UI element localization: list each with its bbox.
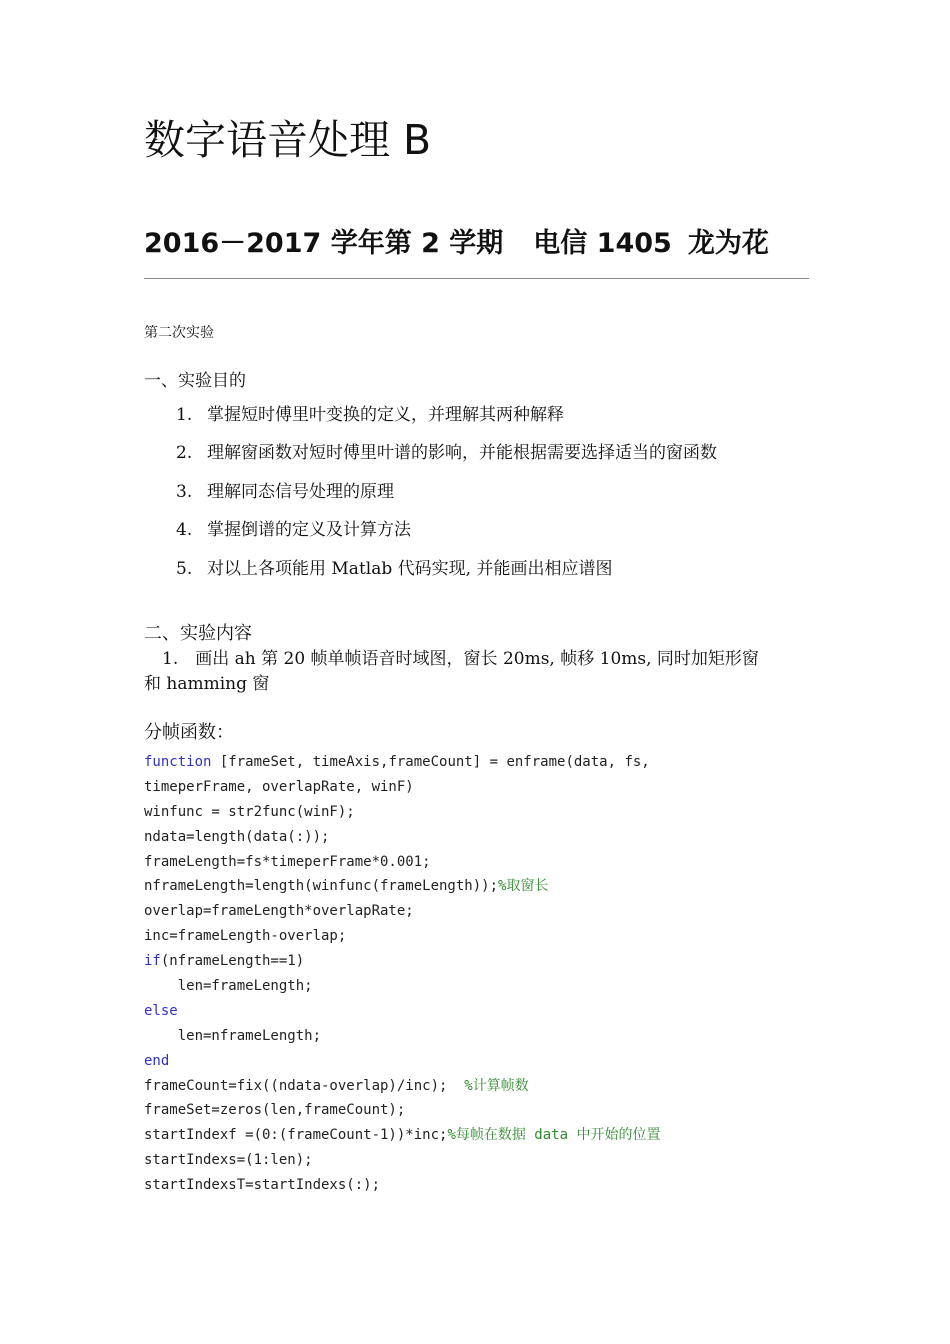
objective-number: 5. (176, 559, 193, 579)
code-comment: %每帧在数据 data 中开始的位置 (447, 1127, 661, 1144)
code-line (144, 949, 660, 974)
objective-item (176, 518, 411, 542)
objective-number: 1. (176, 405, 193, 425)
code-keyword: if (144, 953, 161, 970)
objective-text: 对以上各项能用 Matlab 代码实现, 并能画出相应谱图 (207, 559, 613, 579)
code-line: startIndexsT=startIndexs(:); (144, 1177, 381, 1194)
code-line (144, 1123, 660, 1148)
student-name: 龙为花 (687, 228, 769, 259)
code-line: inc=frameLength-overlap; (144, 928, 347, 945)
code-line: overlap=frameLength*overlapRate; (144, 903, 414, 920)
experiment-label: 第二次实验 (144, 325, 214, 341)
code-line: frameLength=fs*timeperFrame*0.001; (144, 853, 431, 870)
code-line: ndata=length(data(:)); (144, 828, 330, 845)
code-comment: %取窗长 (498, 878, 549, 895)
objective-item (176, 557, 612, 581)
code-text: [frameSet, timeAxis,frameCount] = enframe(data, fs, (211, 754, 650, 770)
section-heading-content: 二、实验内容 (144, 623, 252, 644)
objective-item (176, 480, 394, 504)
objective-item (176, 441, 717, 465)
code-keyword: function (144, 754, 212, 770)
objective-text: 理解同态信号处理的原理 (207, 482, 394, 502)
objective-item (176, 403, 564, 427)
code-text: startIndexf =(0:(frameCount-1))*inc; (144, 1127, 448, 1144)
objective-number: 2. (176, 443, 193, 463)
function-label: 分帧函数： (144, 722, 234, 743)
term-label: 2016－2017 学年第 2 学期 (144, 228, 504, 259)
objective-text: 掌握短时傅里叶变换的定义，并理解其两种解释 (207, 405, 564, 425)
code-line (144, 874, 660, 899)
code-line (144, 750, 660, 775)
task-description-line1: 1. 画出 ah 第 20 帧单帧语音时域图，窗长 20ms, 帧移 10ms, 同时加矩形窗 (162, 649, 759, 669)
code-comment: %计算帧数 (464, 1077, 529, 1094)
code-line: timeperFrame, overlapRate, winF) (144, 778, 414, 795)
code-line: frameSet=zeros(len,frameCount); (144, 1102, 406, 1119)
code-block (144, 750, 660, 1198)
document-title: 数字语音处理 B (144, 116, 432, 164)
code-line (144, 1074, 660, 1099)
code-text: nframeLength=length(winfunc(frameLength)); (144, 878, 499, 895)
code-line: len=nframeLength; (144, 1027, 322, 1044)
task-description-line2: 和 hamming 窗 (144, 674, 270, 694)
code-line: winfunc = str2func(winF); (144, 803, 355, 820)
section-heading-objectives: 一、实验目的 (144, 371, 246, 391)
code-text: frameCount=fix((ndata-overlap)/inc); (144, 1077, 465, 1094)
objective-number: 3. (176, 482, 193, 502)
objective-text: 理解窗函数对短时傅里叶谱的影响，并能根据需要选择适当的窗函数 (207, 443, 717, 463)
code-line: end (144, 1052, 170, 1069)
objective-number: 4. (176, 520, 193, 540)
class-name: 电信 1405 (533, 228, 672, 259)
code-line: startIndexs=(1:len); (144, 1152, 313, 1169)
code-line: else (144, 1002, 178, 1019)
code-line: len=frameLength; (144, 978, 313, 995)
title-divider (144, 278, 809, 279)
code-text: (nframeLength==1) (160, 953, 305, 970)
objective-text: 掌握倒谱的定义及计算方法 (207, 520, 411, 540)
document-subtitle (144, 224, 769, 264)
